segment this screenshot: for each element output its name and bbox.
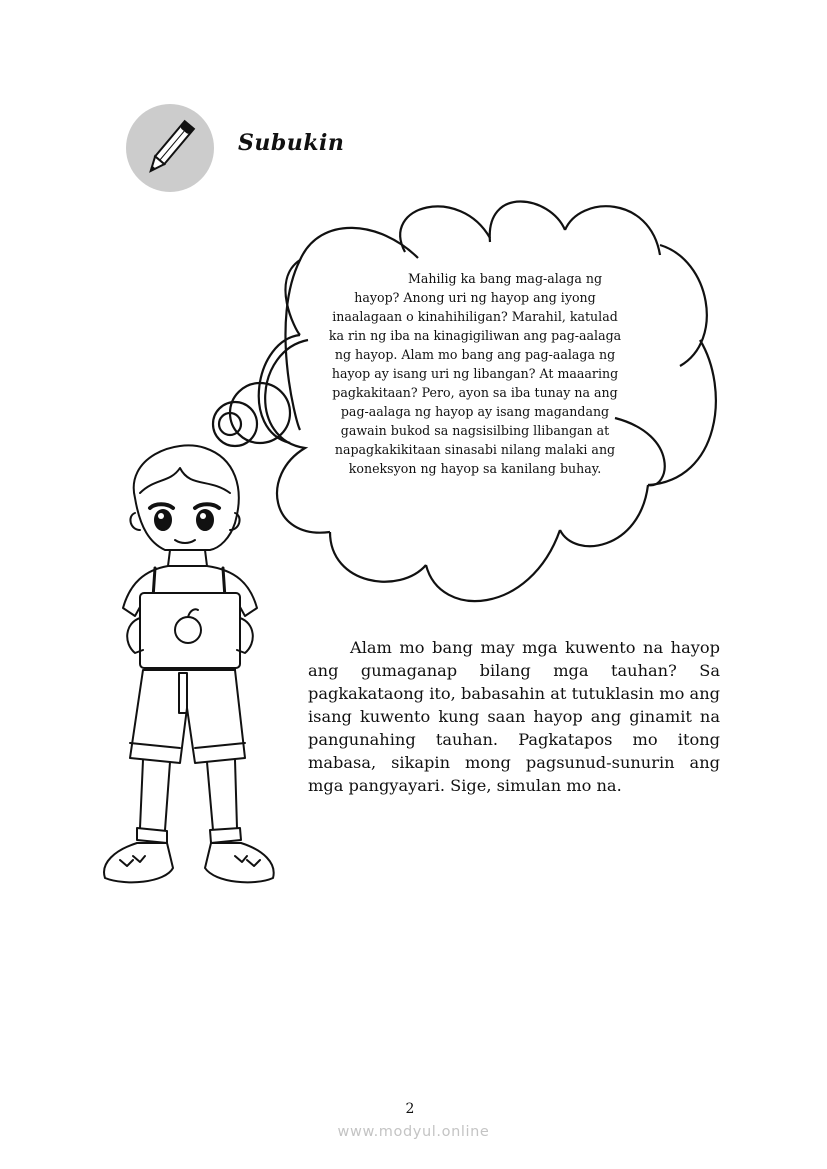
pencil-icon <box>126 104 214 192</box>
watermark: www.modyul.online <box>337 1124 490 1140</box>
section-title: Subukin <box>238 130 345 156</box>
page-number: 2 <box>405 1101 415 1117</box>
boy-shoes <box>104 843 274 882</box>
boy-legs <box>137 760 241 843</box>
intro-paragraph: Alam mo bang may mga kuwento na hayop ang gumaganap bilang mga tauhan? Sa pagkakataong ito, babasahin at tutuklasin mo ang isang kuwento kung saan hayop ang ginamit na pangunahing tauhan. Pagkatapos mo itong mabasa, sikapin mong pagsunud-sunurin ang mga pangyayari. Sige, simulan mo na. <box>308 638 720 795</box>
boy-illustration <box>95 438 285 898</box>
boy-shorts <box>130 670 245 763</box>
thought-bubble-trail <box>213 383 290 446</box>
section-icon-badge <box>126 104 214 192</box>
thought-bubble-text: Mahilig ka bang mag-alaga ng hayop? Anong uri ng hayop ang iyong inaalagaan o kinahihiligan? Marahil, katulad ka rin ng iba na kinagigiliwan ang pag-aalaga ng hayop. Alam mo bang ang pag-aalaga ng hayop ay isang uri ng libangan? At maaaring pagkakitaan? Pero, ayon sa iba tunay na ang pag-aalaga ng hayop ay isang magandang gawain bukod sa nagsisilbing llibangan at napagkakikitaan sinasabi nilang malaki ang koneksyon ng hayop sa kanilang buhay. <box>328 271 622 476</box>
boy-torso <box>123 550 257 670</box>
boy-head <box>130 445 239 550</box>
